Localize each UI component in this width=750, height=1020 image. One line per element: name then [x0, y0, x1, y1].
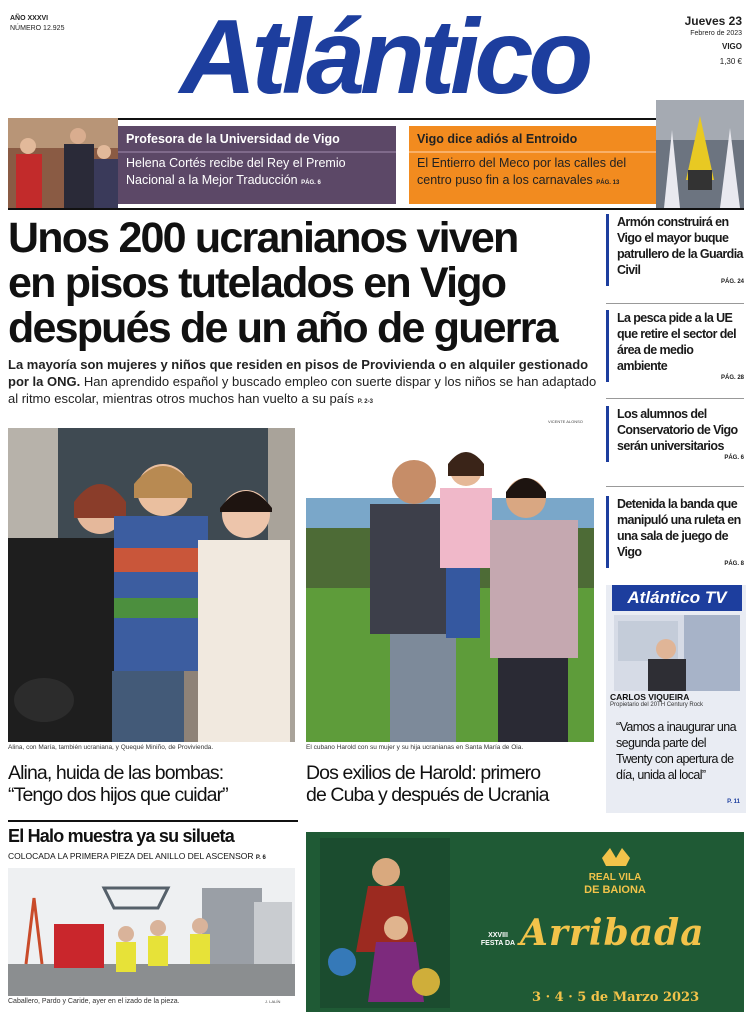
- ad-festa-label: [476, 932, 520, 948]
- headline-lead: [8, 356, 600, 411]
- story1-photo[interactable]: [8, 428, 295, 742]
- brief-page: PÁG. 24: [720, 279, 744, 285]
- brief-divider: [606, 398, 744, 399]
- teaser-right-photo[interactable]: [656, 100, 744, 208]
- halo-subhead: [8, 851, 266, 861]
- halo-headline[interactable]: El Halo muestra ya su silueta: [8, 826, 234, 846]
- masthead-edition: [10, 14, 64, 34]
- tv-page: P. 11: [727, 799, 740, 805]
- tv-guest-name: CARLOS VIQUEIRA: [610, 692, 690, 702]
- teaser-left[interactable]: [118, 126, 396, 204]
- masthead-day: Jueves 23: [684, 14, 742, 28]
- brief-text: La pesca pide a la UE que retire el sector del área de medio ambiente: [617, 311, 736, 373]
- story2-caption: El cubano Harold con su mujer y su hija ucranianas en Santa María de Oia.: [306, 744, 524, 751]
- halo-caption: Caballero, Pardo y Caride, ayer en el izado de la pieza.: [8, 998, 180, 1005]
- brief-page: PÁG. 6: [724, 455, 744, 461]
- three-women-image: [8, 428, 295, 742]
- story2-headline[interactable]: [306, 762, 549, 806]
- lead-page: P. 2-3: [357, 399, 373, 405]
- brief-item[interactable]: [606, 214, 744, 286]
- masthead-date: [685, 14, 742, 67]
- atlantico-tv-box[interactable]: [606, 585, 746, 813]
- brief-divider: [606, 303, 744, 304]
- teaser-left-photo[interactable]: [8, 118, 118, 208]
- story2-photo[interactable]: [306, 428, 594, 742]
- masthead-city: VIGO: [721, 42, 742, 51]
- halo-page: P. 6: [255, 855, 266, 861]
- ad-festa-text: FESTA DA: [480, 940, 516, 947]
- carnival-procession-image: [656, 100, 744, 208]
- award-ceremony-image: [8, 118, 118, 208]
- photo-credit: VICENTE ALONSO: [548, 419, 583, 424]
- tv-photo[interactable]: [614, 615, 740, 691]
- headline-line3: después de un año de guerra: [8, 304, 557, 352]
- brief-item[interactable]: [606, 406, 744, 462]
- interview-image: [614, 615, 740, 691]
- teaser-right-page: PÁG. 13: [596, 180, 620, 186]
- masthead-rule: [8, 118, 744, 120]
- teaser-left-head: Profesora de la Universidad de Vigo: [118, 126, 396, 153]
- teaser-left-body: Helena Cortés recibe del Rey el Premio Nacional a la Mejor Traducción PÁG. 6: [126, 156, 346, 187]
- teaser-right-head: Vigo dice adiós al Entroido: [409, 126, 656, 153]
- lead-text: Han aprendido español y buscado empleo con suerte dispar y los niños se han adaptado al ritmo escolar, mientras otros muchos han vuelto a su país: [8, 374, 597, 406]
- masthead-issue: NÚMERO 12.925: [10, 25, 65, 32]
- masthead-year: AÑO XXXVI: [10, 15, 49, 22]
- brief-item[interactable]: [606, 310, 744, 382]
- brief-item[interactable]: [606, 496, 744, 568]
- main-headline[interactable]: [8, 216, 600, 351]
- tv-quote: “Vamos a inaugurar una segunda parte del Twenty con apertura de día, unida al local”: [616, 720, 736, 782]
- ad-brand: REAL VILA: [588, 872, 642, 883]
- lead-bold: La mayoría son mujeres y niños que residen en pisos de Provivienda o en alquiler gestionado por la ONG.: [8, 357, 589, 389]
- teaser-right-body: El Entierro del Meco por las calles del centro puso fin a los carnavales PÁG. 13: [417, 156, 627, 187]
- headline-line2: en pisos tutelados en Vigo: [8, 259, 506, 307]
- ad-brand-line2: DE BAIONA: [584, 884, 646, 896]
- construction-site-image: [8, 868, 295, 996]
- arribada-advert[interactable]: [306, 832, 744, 1012]
- brief-text: Armón construirá en Vigo el mayor buque patrullero de la Guardia Civil: [617, 215, 743, 277]
- section-rule: [8, 820, 298, 822]
- headline-line1: Unos 200 ucranianos viven: [8, 214, 518, 262]
- brief-page: PÁG. 28: [720, 375, 744, 381]
- teaser-left-page: PÁG. 6: [301, 180, 321, 186]
- story1-head-line2: “Tengo dos hijos que cuidar”: [8, 784, 228, 806]
- newspaper-logo[interactable]: Atlántico: [179, 0, 589, 116]
- tv-title: Atlántico TV: [612, 585, 742, 611]
- halo-subhead-text: COLOCADA LA PRIMERA PIEZA DEL ANILLO DEL ASCENSOR: [8, 851, 254, 861]
- section-rule: [8, 208, 744, 210]
- masthead-price: 1,30 €: [719, 57, 742, 66]
- halo-credit: J. LALÍN: [265, 999, 281, 1004]
- brief-page: PÁG. 8: [724, 561, 744, 567]
- ad-title: Arribada: [520, 912, 705, 954]
- ad-dates: 3 · 4 · 5 de Marzo 2023: [532, 990, 700, 1005]
- ad-festa-number: XXVIII: [488, 932, 508, 939]
- story2-head-line1: Dos exilios de Harold: primero: [306, 762, 541, 784]
- halo-photo[interactable]: [8, 868, 295, 996]
- masthead-month-year: Febrero de 2023: [690, 30, 742, 37]
- teaser-right[interactable]: [409, 126, 656, 204]
- story1-headline[interactable]: [8, 762, 228, 806]
- family-image: [306, 428, 594, 742]
- story1-head-line1: Alina, huida de las bombas:: [8, 762, 224, 784]
- tv-guest-role: Propietario del 20TH Century Rock: [610, 702, 704, 708]
- story1-caption: Alina, con María, también ucraniana, y Quequé Miniño, de Provivienda.: [8, 744, 214, 751]
- brief-text: Los alumnos del Conservatorio de Vigo serán universitarios: [617, 407, 738, 453]
- story2-head-line2: de Cuba y después de Ucrania: [306, 784, 549, 806]
- brief-text: Detenida la banda que manipuló una ruleta en una sala de juego de Vigo: [617, 497, 741, 559]
- brief-divider: [606, 486, 744, 487]
